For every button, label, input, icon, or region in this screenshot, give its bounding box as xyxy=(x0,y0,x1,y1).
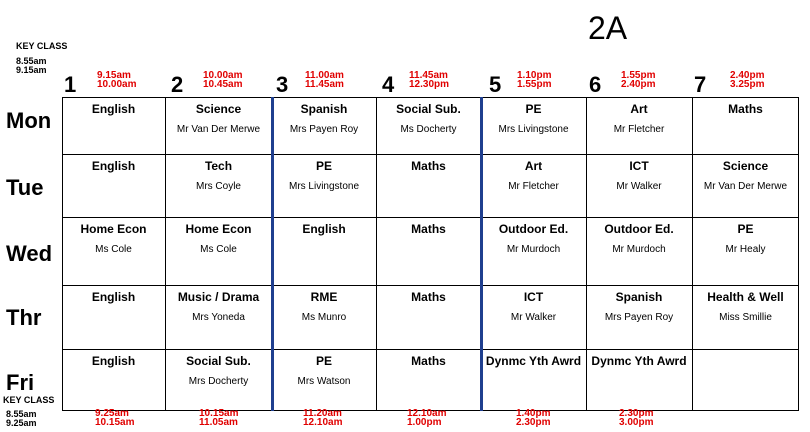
lesson-teacher: Ms Cole xyxy=(95,244,132,255)
period-number: 5 xyxy=(489,72,502,97)
lesson-subject: ICT xyxy=(523,290,544,304)
lesson-cell xyxy=(62,354,165,376)
lesson-teacher: Mrs Payen Roy xyxy=(289,124,359,135)
lesson-subject: Science xyxy=(195,102,242,116)
lesson-cell xyxy=(481,222,586,255)
lesson-subject: Home Econ xyxy=(185,222,252,236)
lesson-subject: Maths xyxy=(411,159,446,173)
period-start-time: 11.45am xyxy=(409,70,448,81)
period-end-time: 1.55pm xyxy=(517,79,552,90)
lesson-subject: Maths xyxy=(411,222,446,236)
lesson-cell xyxy=(692,102,799,124)
lesson-teacher: Ms Munro xyxy=(301,312,347,323)
lesson-cell xyxy=(165,102,272,135)
lesson-subject: Art xyxy=(524,159,543,173)
lesson-cell xyxy=(586,222,692,255)
lesson-cell xyxy=(165,290,272,323)
lesson-subject: ICT xyxy=(629,159,649,173)
lesson-cell xyxy=(586,354,692,376)
friday-key-class-end: 9.25am xyxy=(6,418,37,428)
lesson-teacher: Mr Fletcher xyxy=(508,181,559,192)
day-label: Fri xyxy=(6,370,35,395)
lesson-subject: Dynmc Yth Awrd xyxy=(591,354,687,368)
lesson-cell xyxy=(481,354,586,376)
lesson-subject: PE xyxy=(315,354,332,368)
lesson-teacher: Mrs Livingstone xyxy=(498,124,569,135)
period-end-time: 10.00am xyxy=(97,79,137,90)
period-number: 3 xyxy=(276,72,289,97)
period-start-time: 10.00am xyxy=(203,70,243,81)
lesson-teacher: Miss Smillie xyxy=(719,312,772,323)
key-class-start: 8.55am xyxy=(16,56,47,66)
lesson-teacher: Mr Murdoch xyxy=(612,244,666,255)
friday-start-time: 1.40pm xyxy=(516,408,551,419)
lesson-teacher: Mrs Docherty xyxy=(188,376,249,387)
lesson-cell xyxy=(376,354,481,376)
period-end-time: 11.45am xyxy=(305,79,344,90)
lesson-teacher: Mr Murdoch xyxy=(506,244,561,255)
lesson-cell xyxy=(692,159,799,192)
lesson-subject: Social Sub. xyxy=(396,102,461,116)
lesson-cell xyxy=(586,159,692,192)
lesson-subject: Music / Drama xyxy=(177,290,260,304)
lesson-cell xyxy=(692,290,799,323)
lesson-teacher: Mr Healy xyxy=(725,244,766,255)
period-start-time: 9.15am xyxy=(97,70,131,81)
friday-key-class-label: KEY CLASS xyxy=(3,395,55,405)
lesson-cell xyxy=(165,222,272,255)
period-start-time: 11.00am xyxy=(305,70,344,81)
lesson-cell xyxy=(272,290,376,323)
lesson-subject: English xyxy=(91,102,136,116)
lesson-subject: Science xyxy=(722,159,769,173)
friday-end-time: 3.00pm xyxy=(619,417,654,428)
lesson-subject: English xyxy=(91,354,136,368)
lesson-cell xyxy=(272,159,376,192)
lesson-teacher: Mrs Watson xyxy=(297,376,351,387)
lesson-teacher: Mrs Livingstone xyxy=(288,181,360,192)
lesson-teacher: Mrs Yoneda xyxy=(192,312,245,323)
lesson-subject: English xyxy=(91,159,136,173)
lesson-subject: RME xyxy=(310,290,338,304)
friday-end-time: 12.10am xyxy=(303,417,343,428)
friday-key-class-start: 8.55am xyxy=(6,409,37,419)
period-start-time: 1.10pm xyxy=(517,70,552,81)
row-divider xyxy=(62,154,799,155)
lesson-teacher: Mr Fletcher xyxy=(613,124,665,135)
friday-end-time: 11.05am xyxy=(199,417,238,428)
lesson-cell xyxy=(376,290,481,312)
period-start-time: 1.55pm xyxy=(621,70,656,81)
lesson-teacher: Mr Van Der Merwe xyxy=(176,124,261,135)
lesson-cell xyxy=(692,354,799,362)
friday-start-time: 9.25am xyxy=(95,408,129,419)
day-label: Wed xyxy=(6,241,53,266)
period-number: 7 xyxy=(694,72,707,97)
day-label: Mon xyxy=(6,108,52,133)
lesson-subject: Maths xyxy=(411,354,446,368)
lesson-subject: Social Sub. xyxy=(186,354,251,368)
lesson-teacher: Ms Docherty xyxy=(400,124,457,135)
lesson-teacher: Ms Cole xyxy=(200,244,237,255)
row-divider xyxy=(62,217,799,218)
lesson-cell xyxy=(481,102,586,135)
period-end-time: 12.30pm xyxy=(409,79,450,90)
lesson-cell xyxy=(586,102,692,135)
lesson-teacher: Mrs Payen Roy xyxy=(604,312,674,323)
period-start-time: 2.40pm xyxy=(730,70,765,81)
friday-end-time: 1.00pm xyxy=(407,417,442,428)
friday-start-time: 11.20am xyxy=(303,408,342,419)
lesson-cell xyxy=(376,222,481,244)
lesson-subject: English xyxy=(91,290,136,304)
row-divider xyxy=(62,349,799,350)
row-divider xyxy=(62,285,799,286)
lesson-cell xyxy=(165,354,272,387)
lesson-subject: English xyxy=(302,222,346,236)
lesson-cell xyxy=(165,159,272,192)
lesson-subject: Maths xyxy=(728,102,763,116)
lesson-subject: Art xyxy=(630,102,648,116)
lesson-subject: Outdoor Ed. xyxy=(604,222,674,236)
lesson-cell xyxy=(62,290,165,312)
key-class-label: KEY CLASS xyxy=(16,41,68,51)
lesson-subject: Spanish xyxy=(300,102,348,116)
lesson-teacher: Mr Walker xyxy=(616,181,662,192)
friday-start-time: 2.30pm xyxy=(619,408,654,419)
class-title: 2A xyxy=(588,10,628,46)
day-label: Thr xyxy=(6,305,42,330)
lesson-cell xyxy=(586,290,692,323)
period-number: 2 xyxy=(171,72,184,97)
lesson-subject: PE xyxy=(315,159,332,173)
friday-start-time: 12.10am xyxy=(407,408,447,419)
period-number: 6 xyxy=(589,72,602,97)
period-end-time: 3.25pm xyxy=(730,79,765,90)
lesson-subject: Dynmc Yth Awrd xyxy=(485,354,582,368)
lesson-teacher: Mrs Coyle xyxy=(195,181,241,192)
lesson-cell xyxy=(62,102,165,124)
lesson-subject: PE xyxy=(525,102,542,116)
lesson-cell xyxy=(272,102,376,135)
key-class-end: 9.15am xyxy=(16,65,47,75)
lesson-cell xyxy=(376,159,481,181)
lesson-cell xyxy=(272,222,376,244)
lesson-teacher: Mr Van Der Merwe xyxy=(703,181,788,192)
lesson-subject: Tech xyxy=(204,159,233,173)
lesson-teacher: Mr Walker xyxy=(510,312,557,323)
period-end-time: 10.45am xyxy=(203,79,243,90)
lesson-subject: Spanish xyxy=(615,290,663,304)
period-end-time: 2.40pm xyxy=(621,79,656,90)
friday-start-time: 10.15am xyxy=(199,408,239,419)
lesson-subject: Maths xyxy=(411,290,446,304)
lesson-cell xyxy=(481,159,586,192)
day-label: Tue xyxy=(6,175,44,200)
lesson-cell xyxy=(62,222,165,255)
period-number: 1 xyxy=(64,72,77,97)
friday-end-time: 10.15am xyxy=(95,417,135,428)
lesson-subject: PE xyxy=(737,222,754,236)
lesson-cell xyxy=(272,354,376,387)
lesson-subject: Health & Well xyxy=(707,290,784,304)
lesson-subject: Outdoor Ed. xyxy=(498,222,569,236)
friday-end-time: 2.30pm xyxy=(516,417,551,428)
lesson-cell xyxy=(376,102,481,135)
period-number: 4 xyxy=(382,72,395,97)
lesson-cell xyxy=(481,290,586,323)
lesson-cell xyxy=(62,159,165,181)
lesson-subject: Home Econ xyxy=(80,222,147,236)
lesson-cell xyxy=(692,222,799,255)
